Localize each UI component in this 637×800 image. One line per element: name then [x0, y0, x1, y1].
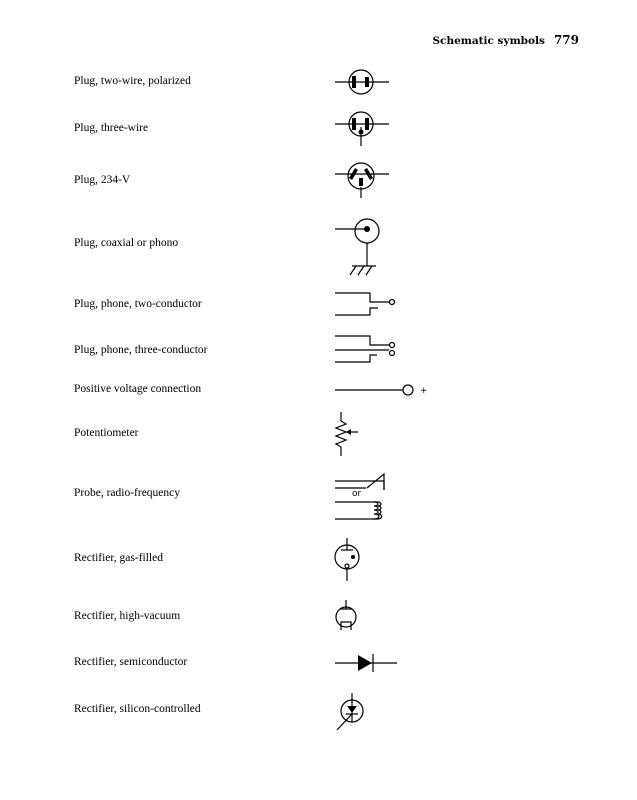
rectifier-scr-icon: [337, 693, 363, 730]
or-text: or: [352, 489, 362, 499]
plug-phone-two-conductor-icon: [335, 293, 395, 315]
entry-label: Probe, radio-frequency: [74, 487, 181, 499]
plug-two-wire-polarized-icon: [335, 70, 389, 94]
rectifier-gas-filled-icon: [335, 538, 359, 581]
entry-label: Plug, phone, three-conductor: [74, 344, 208, 356]
entry-label: Plug, two-wire, polarized: [74, 75, 191, 87]
positive-voltage-icon: [335, 385, 428, 396]
plug-phone-three-conductor-icon: [335, 336, 395, 362]
entry-label: Potentiometer: [74, 427, 139, 439]
entry-label: Positive voltage connection: [74, 383, 202, 395]
entry-label: Plug, phone, two-conductor: [74, 298, 202, 310]
entry-label: Plug, 234-V: [74, 174, 131, 186]
plug-234v-icon: [335, 163, 389, 198]
entry-label: Plug, coaxial or phono: [74, 237, 179, 249]
page-number: 779: [553, 33, 579, 47]
section-title: Schematic symbols: [432, 35, 545, 47]
plus-sign: +: [420, 386, 428, 396]
entry-label: Rectifier, semiconductor: [74, 656, 188, 668]
entry-label: Rectifier, silicon-controlled: [74, 703, 201, 715]
rectifier-high-vacuum-icon: [336, 600, 356, 630]
entry-label: Rectifier, gas-filled: [74, 552, 163, 564]
plug-coaxial-icon: [335, 219, 379, 275]
plug-three-wire-icon: [335, 112, 389, 146]
potentiometer-icon: [336, 412, 358, 456]
probe-rf-icon: [335, 474, 384, 519]
entry-label: Rectifier, high-vacuum: [74, 610, 181, 622]
rectifier-semiconductor-icon: [335, 654, 397, 672]
entry-label: Plug, three-wire: [74, 122, 149, 134]
